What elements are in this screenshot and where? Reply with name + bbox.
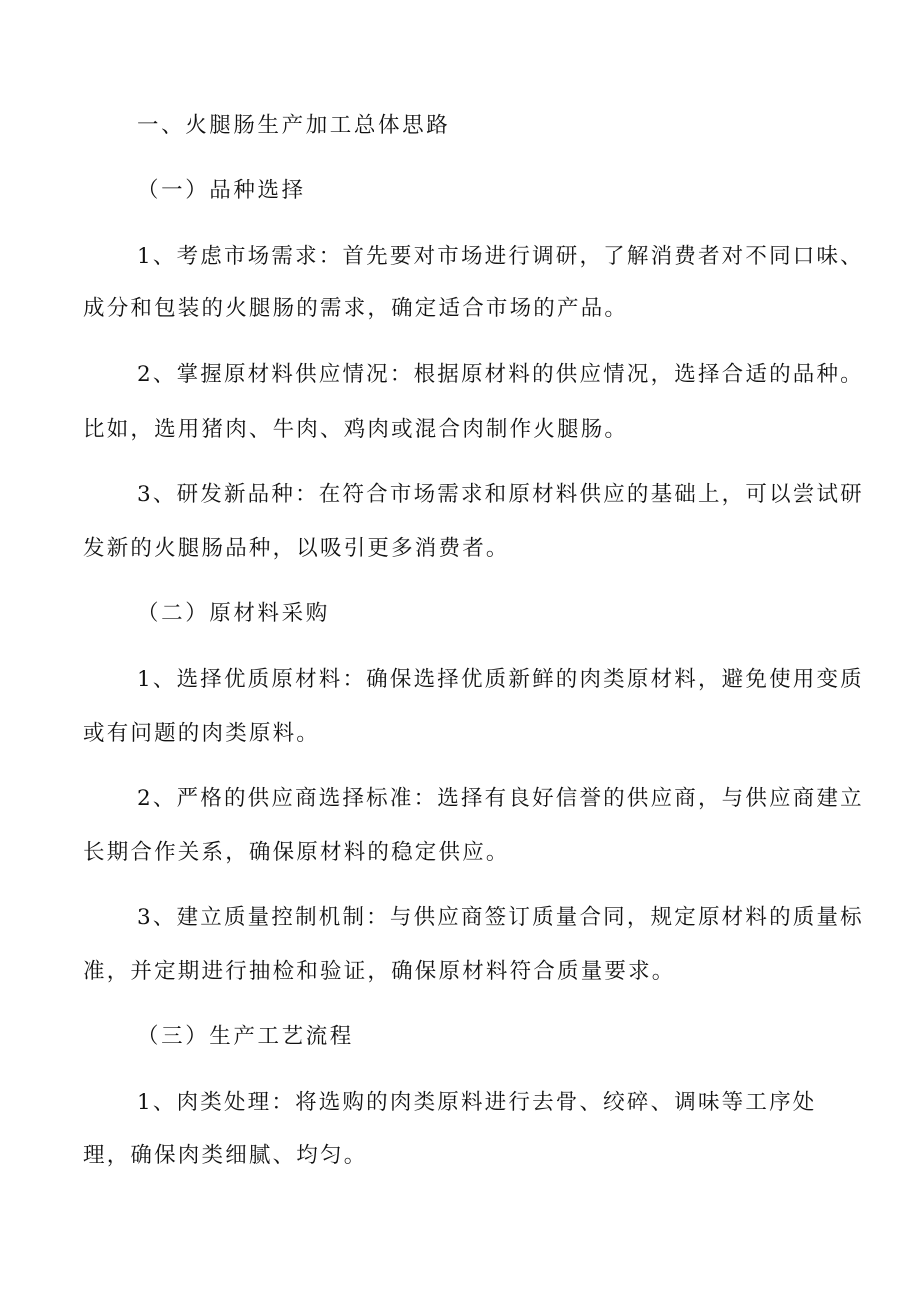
paragraph-line: 1、考虑市场需求：首先要对市场进行调研，了解消费者对不同口味、 [137,244,864,269]
section-title-varieties: （一）品种选择 [137,178,306,203]
paragraph-line: 理，确保肉类细腻、均匀。 [83,1143,368,1168]
paragraph-line: 比如，选用猪肉、牛肉、鸡肉或混合肉制作火腿肠。 [83,417,629,442]
paragraph-line: 2、严格的供应商选择标准：选择有良好信誉的供应商，与供应商建立 [137,786,864,811]
paragraph-line: 发新的火腿肠品种，以吸引更多消费者。 [83,536,510,561]
section-title-production-process: （三）生产工艺流程 [137,1024,354,1049]
paragraph-line: 准，并定期进行抽检和验证，确保原材料符合质量要求。 [83,959,676,984]
paragraph-line: 2、掌握原材料供应情况：根据原材料的供应情况，选择合适的品种。 [137,362,864,387]
paragraph-line: 3、研发新品种：在符合市场需求和原材料供应的基础上，可以尝试研 [137,482,864,507]
paragraph-line: 3、建立质量控制机制：与供应商签订质量合同，规定原材料的质量标 [137,905,864,930]
main-heading: 一、火腿肠生产加工总体思路 [137,113,451,138]
paragraph-line: 1、选择优质原材料：确保选择优质新鲜的肉类原材料，避免使用变质 [137,667,864,692]
paragraph-line: 成分和包装的火腿肠的需求，确定适合市场的产品。 [83,296,629,321]
paragraph-line: 或有问题的肉类原料。 [83,721,321,746]
section-title-raw-materials: （二）原材料采购 [137,601,330,626]
paragraph-line: 长期合作关系，确保原材料的稳定供应。 [83,840,510,865]
paragraph-line: 1、肉类处理：将选购的肉类原料进行去骨、绞碎、调味等工序处 [137,1090,817,1115]
